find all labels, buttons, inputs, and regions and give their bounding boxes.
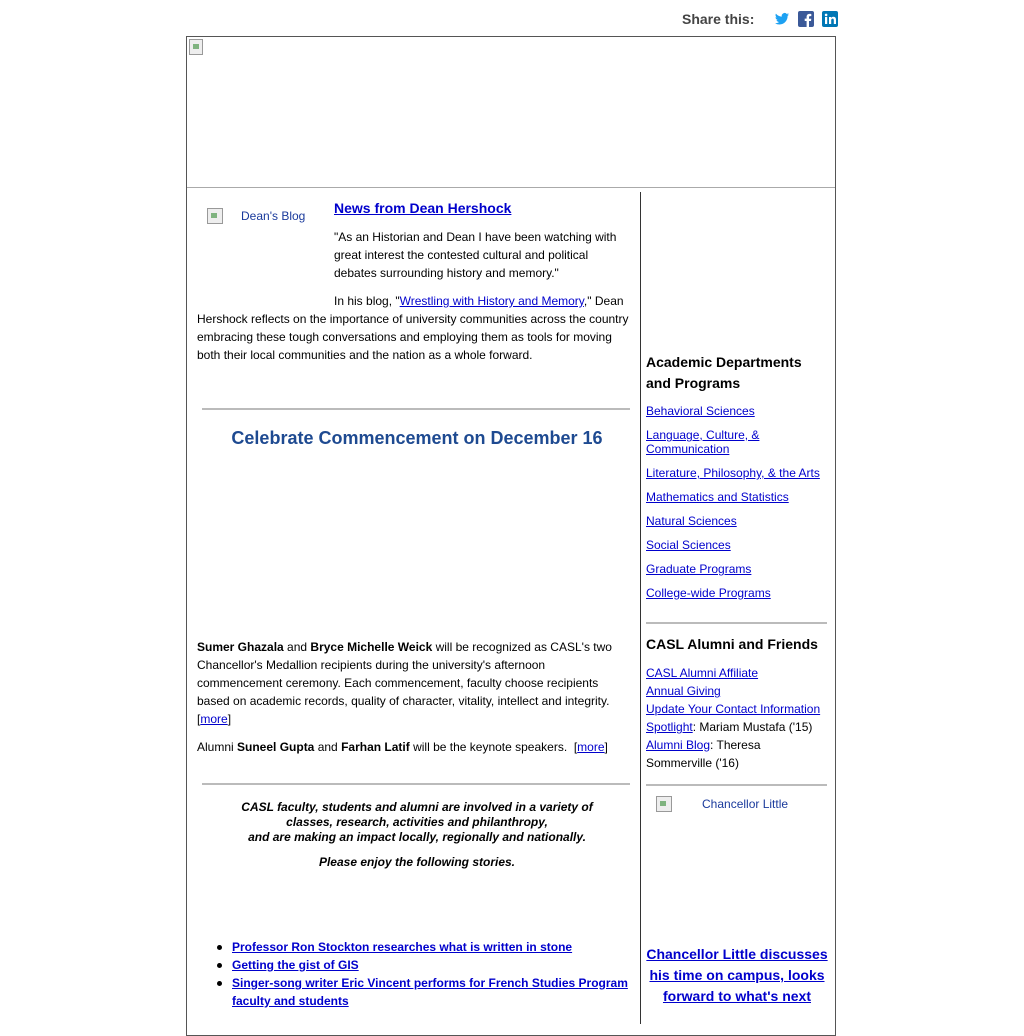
news-title-link[interactable]: News from Dean Hershock	[334, 200, 512, 216]
divider	[202, 408, 630, 410]
list-item	[232, 974, 632, 1010]
stories-intro-line: classes, research, activities and philanthropy,	[286, 815, 548, 829]
medallion-text: will be recognized as CASL's two Chancellor's Medallion recipients during the university's afternoon commencement ceremony. Each commencement, faculty choose recipients based on academic records, quality of character, vitality, intellect and integrity.	[197, 640, 612, 708]
annual-giving-link[interactable]: Annual Giving	[646, 684, 721, 698]
dept-link-collegewide[interactable]: College-wide Programs	[646, 586, 771, 600]
more-link[interactable]: more	[577, 740, 605, 754]
list-item	[232, 956, 632, 974]
alumni-title: CASL Alumni and Friends	[646, 636, 818, 652]
divider	[646, 784, 827, 786]
list-item	[646, 682, 828, 700]
broken-image-icon	[207, 208, 223, 224]
stories-intro-line: and are making an impact locally, regionally and nationally.	[248, 830, 586, 844]
list-item	[232, 938, 632, 956]
spotlight-text: : Mariam Mustafa ('15)	[692, 720, 813, 734]
list-item	[646, 538, 828, 552]
dept-link-literature[interactable]: Literature, Philosophy, & the Arts	[646, 466, 820, 480]
recipient-name: Sumer Ghazala	[197, 640, 284, 654]
list-item	[646, 514, 828, 528]
divider	[202, 783, 630, 785]
story-link[interactable]: Singer-song writer Eric Vincent performs for French Studies Program faculty and students	[232, 976, 628, 1008]
stories-list	[232, 938, 632, 1010]
stories-intro	[197, 800, 637, 870]
wrestling-history-link[interactable]: Wrestling with History and Memory	[399, 294, 584, 308]
more-link[interactable]: more	[200, 712, 228, 726]
banner-image	[187, 37, 835, 188]
twitter-icon[interactable]	[774, 11, 790, 27]
blog-para-suffix: ," Dean Hershock reflects on the importance of university communities across the country embracing these tough conversations and employing them as tools for moving both their local communities and the nation as a whole forward.	[197, 294, 629, 362]
chancellor-image-alt: Chancellor Little	[702, 797, 789, 811]
dept-link-natural[interactable]: Natural Sciences	[646, 514, 737, 528]
story-link[interactable]: Getting the gist of GIS	[232, 958, 359, 972]
share-label: Share this:	[682, 11, 755, 27]
broken-image-icon	[189, 39, 203, 55]
dept-link-graduate[interactable]: Graduate Programs	[646, 562, 752, 576]
dept-link-behavioral[interactable]: Behavioral Sciences	[646, 404, 755, 418]
deans-blog-alt: Dean's Blog	[241, 209, 306, 223]
deans-blog-image[interactable]	[207, 208, 325, 224]
update-contact-link[interactable]: Update Your Contact Information	[646, 702, 821, 716]
keynote-prefix: Alumni	[197, 740, 238, 754]
list-item	[646, 736, 828, 772]
list-item	[646, 664, 828, 682]
alumni-blog-link[interactable]: Alumni Blog	[646, 738, 711, 752]
column-divider	[640, 192, 641, 1024]
speaker-name: Suneel Gupta	[237, 740, 315, 754]
departments-title: Academic Departments and Programs	[646, 354, 802, 391]
blog-para-prefix: In his blog, "	[334, 294, 400, 308]
keynote-suffix: will be the keynote speakers.	[409, 740, 574, 754]
story-link[interactable]: Professor Ron Stockton researches what is written in stone	[232, 940, 573, 954]
chancellor-story-link[interactable]: Chancellor Little discusses his time on campus, looks forward to what's next	[646, 946, 828, 1004]
dept-link-social[interactable]: Social Sciences	[646, 538, 731, 552]
medallion-paragraph: Sumer Ghazala and Bryce Michelle Weick will be recognized as CASL's two Chancellor's Medallion recipients during the university's afternoon commencement ceremony. Each commencement, faculty choose recipients based on academic records, quality of character, vitality, intellect and integrity. [more]	[197, 640, 612, 726]
chancellor-image[interactable]	[656, 796, 826, 812]
list-item	[646, 466, 828, 480]
list-item	[646, 562, 828, 576]
list-item	[646, 700, 828, 718]
speaker-name: Farhan Latif	[341, 740, 410, 754]
spotlight-link[interactable]: Spotlight	[646, 720, 693, 734]
dean-quote: "As an Historian and Dean I have been watching with great interest the contested cultural and political debates surrounding history and memory."	[334, 230, 617, 280]
share-bar	[682, 8, 838, 30]
list-item	[646, 404, 828, 418]
conjunction: and	[283, 640, 311, 654]
departments-list	[646, 404, 828, 610]
recipient-name: Bryce Michelle Weick	[310, 640, 433, 654]
alumni-blog-text: : Theresa Sommerville ('16)	[646, 738, 761, 770]
conjunction: and	[314, 740, 342, 754]
dept-link-math[interactable]: Mathematics and Statistics	[646, 490, 789, 504]
stories-intro-line: CASL faculty, students and alumni are involved in a variety of	[241, 800, 593, 814]
list-item	[646, 586, 828, 600]
blog-paragraph	[197, 292, 635, 364]
dept-link-language[interactable]: Language, Culture, & Communication	[646, 428, 760, 456]
commencement-title: Celebrate Commencement on December 16	[231, 428, 603, 448]
alumni-list	[646, 664, 828, 772]
list-item	[646, 718, 828, 736]
linkedin-icon[interactable]	[822, 11, 838, 27]
facebook-icon[interactable]	[798, 11, 814, 27]
list-item	[646, 490, 828, 504]
divider	[646, 622, 827, 624]
list-item	[646, 428, 828, 456]
alumni-affiliate-link[interactable]: CASL Alumni Affiliate	[646, 666, 759, 680]
broken-image-icon	[656, 796, 672, 812]
keynote-paragraph: Alumni Suneel Gupta and Farhan Latif will be the keynote speakers. [more]	[197, 740, 608, 754]
stories-enjoy: Please enjoy the following stories.	[318, 855, 516, 869]
